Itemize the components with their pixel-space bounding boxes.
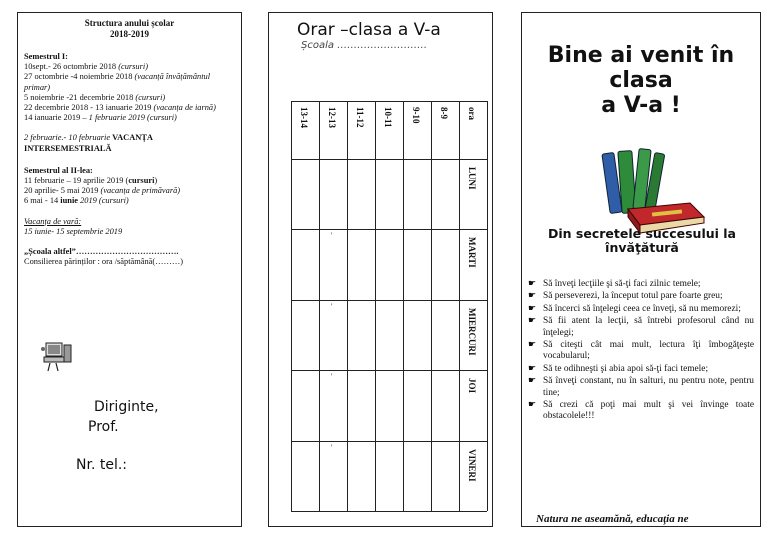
cell-mark: ': [331, 442, 333, 452]
tip-item: [528, 279, 754, 290]
hour-label: 11-12: [355, 107, 365, 128]
welcome-panel: [521, 12, 761, 527]
day-label: LUNI: [467, 167, 477, 190]
pointing-hand-icon: ☛: [528, 340, 537, 351]
grid-column-line: [459, 101, 460, 511]
tip-item: [528, 291, 754, 302]
day-label: VINERI: [467, 448, 477, 482]
tip-text: Să fii atent la lecţii, să întrebi profesorul când nu înţelegi;: [543, 316, 754, 338]
tip-item: [528, 340, 754, 363]
sem1-line: 27 octombrie -4 noiembrie 2018 (vacanță învățământul primar): [24, 72, 211, 92]
tip-text: Să crezi că poţi mai mult şi vei învinge toate obstacolele!!!: [543, 400, 754, 422]
grid-column-line: [431, 101, 432, 511]
tip-item: [528, 316, 754, 339]
grid-row-line: [291, 300, 487, 301]
grid-row-line: [291, 159, 487, 160]
pointing-hand-icon: ☛: [528, 400, 537, 411]
grid-column-line: [403, 101, 404, 511]
tip-text: Să perseverezi, la început totul pare foarte greu;: [543, 291, 723, 302]
day-label: MARTI: [467, 237, 477, 269]
winter-break-line: 2 februarie.- 10 februarie VACANȚA INTERSEMESTRIALĂ: [24, 133, 153, 153]
school-altfel-line: „Școala altfel”……………………………….: [24, 247, 179, 257]
cell-mark: ': [331, 372, 333, 382]
tip-item: [528, 364, 754, 375]
pointing-hand-icon: ☛: [528, 291, 537, 302]
hour-label: 9-10: [411, 107, 421, 124]
hour-label: 12-13: [327, 107, 337, 128]
pointing-hand-icon: ☛: [528, 363, 537, 374]
grid-column-line: [347, 101, 348, 511]
cell-mark: ': [331, 231, 333, 241]
hour-label: 8-9: [439, 107, 449, 119]
summer-dates: 15 iunie- 15 septembrie 2019: [24, 226, 123, 236]
sem2-line: 11 februarie – 19 aprilie 2019 (cursuri): [24, 176, 158, 186]
success-tips-list: [528, 279, 754, 424]
summer-heading: Vacanța de vară:: [24, 216, 82, 226]
school-year-title: Structura anului școlar 2018-2019: [84, 18, 175, 39]
school-year-panel: [17, 12, 242, 527]
hour-header-label: ora: [467, 107, 477, 120]
timetable-title: Orar –clasa a V-a: [297, 20, 441, 40]
grid-column-line: [375, 101, 376, 511]
tip-text: Să te odihneşti şi abia apoi să-ţi faci temele;: [543, 363, 709, 374]
timetable-panel: [268, 12, 493, 527]
books-clipart: [580, 147, 708, 237]
pointing-hand-icon: ☛: [528, 316, 537, 327]
success-tips-heading: Din secretele succesului la învăţătură: [548, 226, 736, 255]
sem1-line: 22 decembrie 2018 - 13 ianuarie 2019 (vacanța de iarnă): [24, 103, 216, 113]
welcome-heading: Bine ai venit în clasa a V-a !: [547, 43, 735, 118]
day-label: MIERCURI: [467, 307, 477, 356]
grid-row-line: [291, 511, 487, 512]
sem2-line: 20 aprilie- 5 mai 2019 (vacanța de primăvară): [24, 186, 181, 196]
parent-meeting-line: Consilierea părinților : ora /săptămână(………): [24, 257, 184, 267]
sem1-line: 14 ianuarie 2019 – 1 februarie 2019 (cursuri): [24, 113, 177, 123]
motto-text: Natura ne aseamănă, educaţia ne: [536, 513, 689, 525]
cell-mark: ': [331, 301, 333, 311]
grid-row-line: [291, 229, 487, 230]
school-name-field: Școala ………………………: [301, 40, 428, 51]
computer-clipart: [40, 339, 76, 373]
tip-text: Să citeşti cât mai mult, lectura îţi îmbogăţeşte vocabularul;: [543, 340, 754, 362]
timetable-grid: [291, 101, 487, 511]
grid-row-line: [291, 101, 487, 102]
grid-column-line: [487, 101, 488, 511]
grid-row-line: [291, 370, 487, 371]
hour-label: 13-14: [299, 107, 309, 128]
pointing-hand-icon: ☛: [528, 303, 537, 314]
teacher-prof-label: Prof.: [88, 419, 119, 435]
semester2-heading: Semestrul al II-lea:: [24, 165, 93, 175]
tip-text: Să încerci să înţelegi ceea ce înveţi, să nu memorezi;: [543, 303, 741, 314]
grid-column-line: [319, 101, 320, 511]
tip-item: [528, 376, 754, 399]
semester1-heading: Semestrul I:: [24, 52, 68, 61]
tip-text: Să înveţi constant, nu în salturi, nu pentru note, pentru tine;: [543, 376, 754, 398]
tip-text: Să înveţi lecţiile şi să-ţi faci zilnic temele;: [543, 279, 701, 289]
tip-item: [528, 400, 754, 423]
sem2-line: 6 mai - 14 iunie 2019 (cursuri): [24, 196, 129, 206]
day-label: JOI: [467, 378, 477, 394]
form-teacher-label: Diriginte,: [94, 399, 159, 415]
phone-label: Nr. tel.:: [76, 457, 128, 473]
grid-column-line: [291, 101, 292, 511]
hour-label: 10-11: [383, 107, 393, 128]
pointing-hand-icon: ☛: [528, 376, 537, 387]
sem1-line: 5 noiembrie -21 decembrie 2018 (cursuri): [24, 92, 166, 102]
pointing-hand-icon: ☛: [528, 279, 537, 289]
school-year-body: [18, 52, 241, 267]
grid-row-line: [291, 441, 487, 442]
sem1-line: 10sept.- 26 octombrie 2018 (cursuri): [24, 62, 148, 72]
tip-item: [528, 304, 754, 315]
